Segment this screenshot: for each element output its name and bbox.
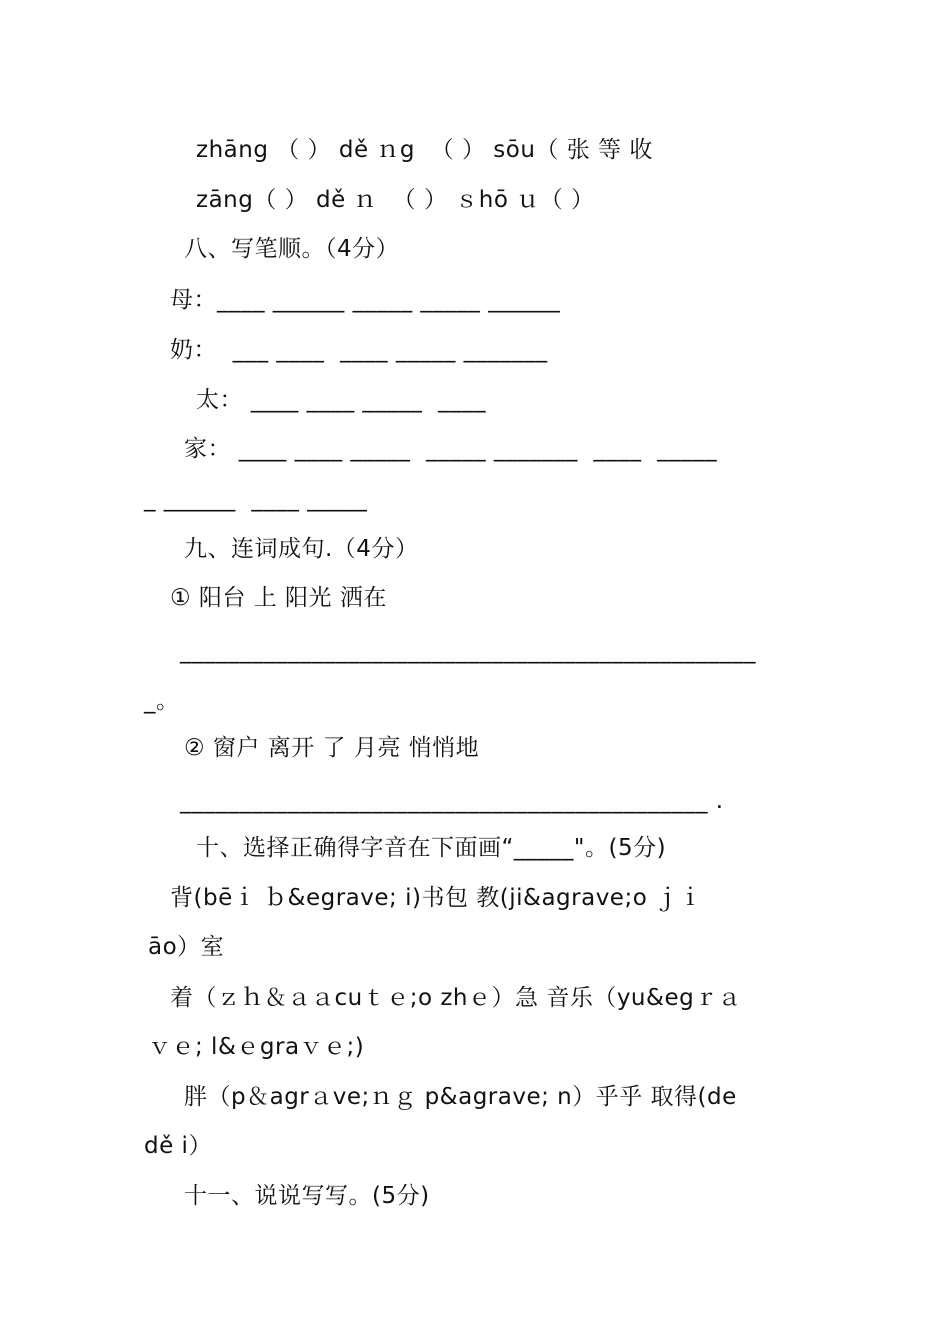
- stroke-row-tai: 太： ____ ____ _____ ____: [196, 387, 487, 413]
- pronunciation-line-1: 背(bēｉ ｂ&egrave; i)书包 教(ji&agrave;o ｊｉ: [170, 885, 703, 911]
- pronunciation-line-2: āo）室: [148, 934, 225, 960]
- pronunciation-line-5: 胖（p＆agrａve;ｎｇ p&agrave; n）乎乎 取得(de: [184, 1084, 737, 1110]
- pronunciation-line-6: dě i）: [144, 1133, 212, 1159]
- pronunciation-line-3: 着（ｚｈ＆ａａcuｔｅ;o zhｅ）急 音乐（yu&egｒａ: [170, 985, 742, 1011]
- section-8-title: 八、写笔顺。（4分）: [184, 236, 400, 262]
- sentence-question-1: ① 阳台 上 阳光 洒在: [170, 585, 387, 611]
- pinyin-line-1: zhāng （ ） dě ｎg （ ） sōu（ 张 等 收: [196, 137, 653, 163]
- stroke-row-jia: 家： ____ ____ _____ _____ _______ ____ _____: [184, 436, 718, 462]
- section-11-title: 十一、说说写写。(5分): [184, 1183, 430, 1209]
- section-9-title: 九、连词成句.（4分）: [184, 536, 419, 562]
- pronunciation-line-4: ｖｅ; l&ｅgraｖｅ;): [148, 1034, 365, 1060]
- pinyin-line-2: zāng（ ） dě ｎ （ ） ｓhō ｕ（ ）: [196, 187, 595, 213]
- section-10-title: 十、选择正确得字音在下面画“_____"。(5分): [196, 835, 667, 861]
- stroke-row-mu: 母：____ ______ _____ _____ ______: [170, 287, 561, 313]
- stroke-row-nai: 奶： ___ ____ ____ _____ _______: [170, 337, 548, 363]
- answer-line-2: ____________________________________________ .: [180, 788, 724, 814]
- stroke-row-jia-cont: _ ______ ____ _____: [144, 486, 368, 512]
- sentence-question-2: ② 窗户 离开 了 月亮 悄悄地: [184, 735, 480, 761]
- answer-line-1-end: _。: [144, 688, 180, 714]
- answer-line-1: ________________________________________________: [180, 638, 756, 664]
